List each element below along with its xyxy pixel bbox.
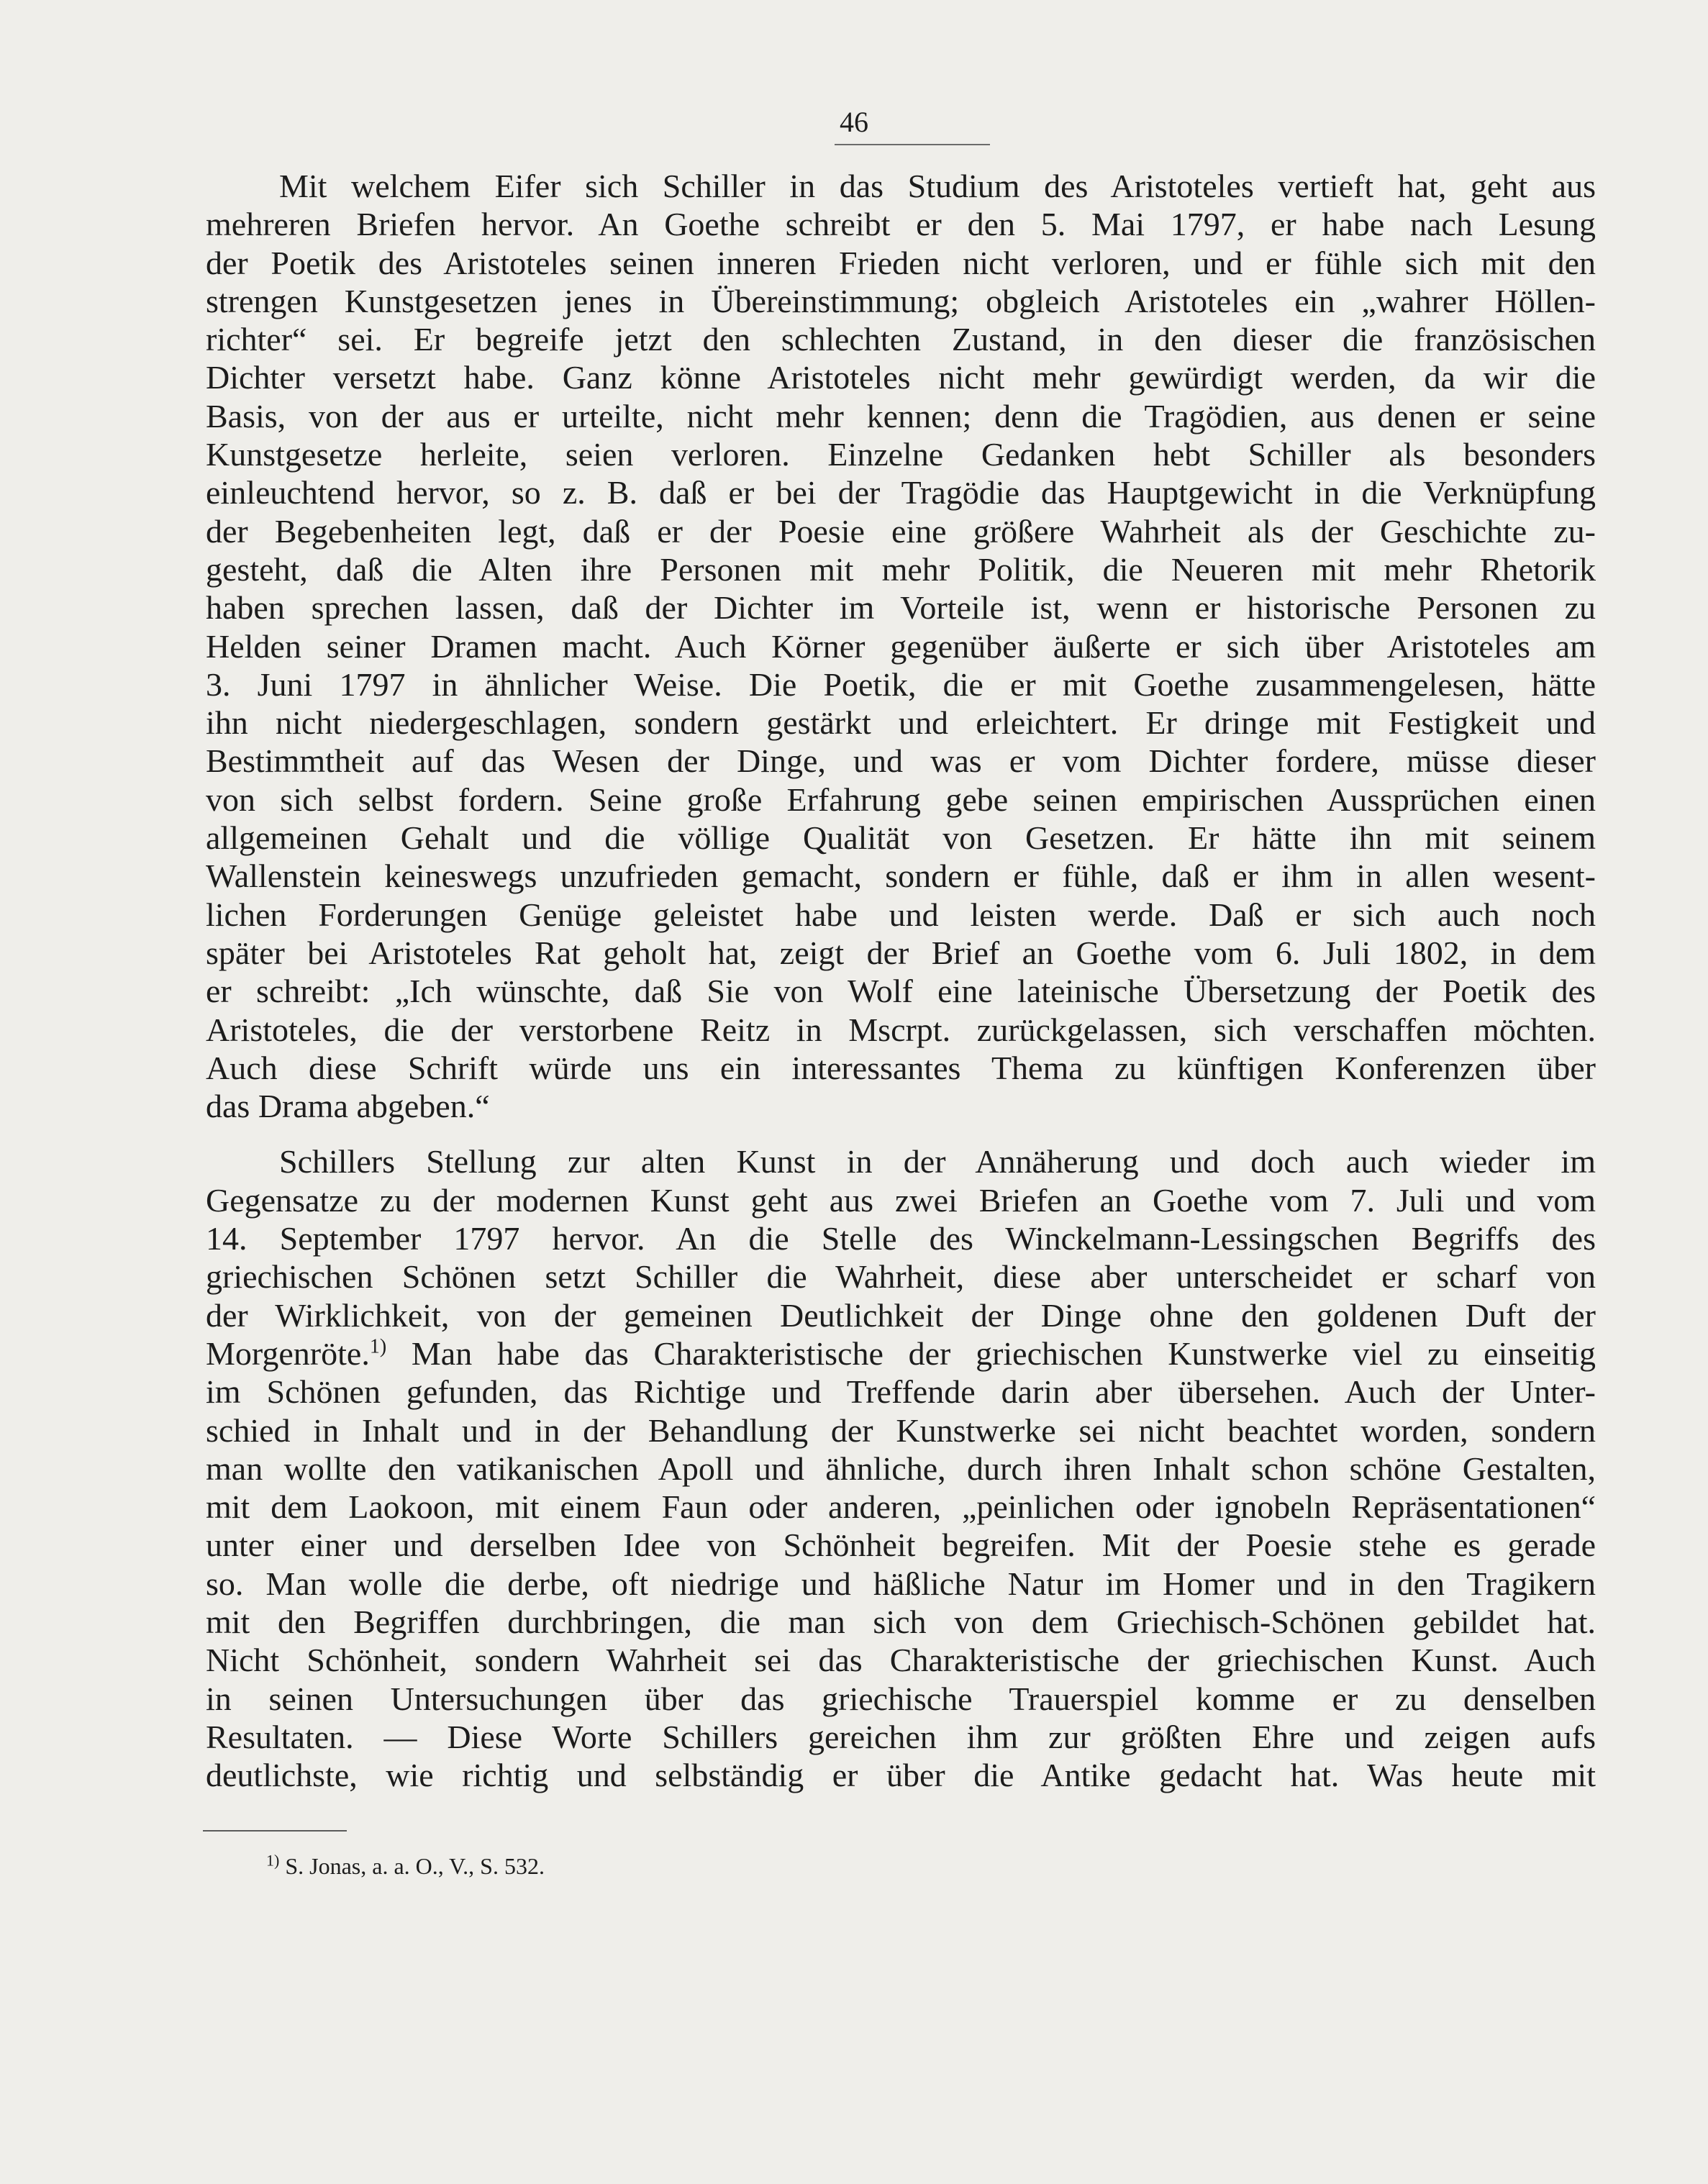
text-line: Schillers Stellung zur alten Kunst in der Annäherung und doch auch wieder im: [279, 1143, 1596, 1180]
text-line: Basis, von der aus er urteilte, nicht mehr kennen; denn die Tragödien, aus denen er seine: [206, 397, 1596, 434]
paragraph-1: [206, 167, 1596, 1125]
text-line: Aristoteles, die der verstorbene Reitz in Mscrpt. zurückgelassen, sich verschaffen möchten.: [206, 1011, 1596, 1048]
text-line: Gegensatze zu der modernen Kunst geht aus zwei Briefen an Goethe vom 7. Juli und vom: [206, 1181, 1596, 1219]
text-line: 14. September 1797 hervor. An die Stelle des Winckelmann-Lessingschen Begriffs des: [206, 1220, 1596, 1257]
text-line: mit dem Laokoon, mit einem Faun oder anderen, „peinlichen oder ignobeln Repräsentationen“: [206, 1488, 1596, 1526]
text-line-with-footnote-ref: [206, 1334, 1596, 1373]
text-line: der Begebenheiten legt, daß er der Poesie eine größere Wahrheit als der Geschichte zu-: [206, 512, 1596, 550]
text-line: 3. Juni 1797 in ähnlicher Weise. Die Poetik, die er mit Goethe zusammengelesen, hätte: [206, 665, 1596, 703]
text-line: der Poetik des Aristoteles seinen inneren Frieden nicht verloren, und er fühle sich mit den: [206, 244, 1596, 281]
text-line: schied in Inhalt und in der Behandlung der Kunstwerke sei nicht beachtet worden, sondern: [206, 1411, 1596, 1449]
text-line: Auch diese Schrift würde uns ein interessantes Thema zu künftigen Konferenzen über: [206, 1049, 1596, 1086]
text-line: griechischen Schönen setzt Schiller die Wahrheit, diese aber unterscheidet er scharf von: [206, 1258, 1596, 1296]
page-number-rule: [835, 144, 990, 145]
text-line: er schreibt: „Ich wünschte, daß Sie von Wolf eine lateinische Übersetzung der Poetik des: [206, 973, 1596, 1010]
text-line: im Schönen gefunden, das Richtige und Treffende darin aber übersehen. Auch der Unter-: [206, 1373, 1596, 1411]
text-line: allgemeinen Gehalt und die völlige Qualität von Gesetzen. Er hätte ihn mit seinem: [206, 819, 1596, 857]
paragraph-2: [206, 1142, 1596, 1794]
text-line: mehreren Briefen hervor. An Goethe schreibt er den 5. Mai 1797, er habe nach Lesung: [206, 206, 1596, 243]
text-line: das Drama abgeben.“: [206, 1088, 490, 1125]
text-line: der Wirklichkeit, von der gemeinen Deutlichkeit der Dinge ohne den goldenen Duft der: [206, 1296, 1596, 1334]
text-line: richter“ sei. Er begreife jetzt den schlechten Zustand, in den dieser die französischen: [206, 321, 1596, 358]
text-line: gesteht, daß die Alten ihre Personen mit mehr Politik, die Neueren mit mehr Rhetorik: [206, 550, 1596, 588]
page-number: 46: [840, 106, 868, 138]
text-line: lichen Forderungen Genüge geleistet habe und leisten werde. Daß er sich auch noch: [206, 896, 1596, 933]
text-line: deutlichste, wie richtig und selbständig er über die Antike gedacht hat. Was heute mit: [206, 1757, 1596, 1794]
text-line: so. Man wolle die derbe, oft niedrige und häßliche Natur im Homer und in den Tragikern: [206, 1565, 1596, 1602]
text-line: Wallenstein keineswegs unzufrieden gemacht, sondern er fühle, daß er ihm in allen wesent-: [206, 857, 1596, 895]
text-line: Helden seiner Dramen macht. Auch Körner gegenüber äußerte er sich über Aristoteles am: [206, 627, 1596, 665]
text-line: von sich selbst fordern. Seine große Erfahrung gebe seinen empirischen Aussprüchen einen: [206, 781, 1596, 818]
text-line: Resultaten. — Diese Worte Schillers gereichen ihm zur größten Ehre und zeigen aufs: [206, 1718, 1596, 1755]
text-line: unter einer und derselben Idee von Schönheit begreifen. Mit der Poesie stehe es gerade: [206, 1526, 1596, 1564]
text-line: später bei Aristoteles Rat geholt hat, zeigt der Brief an Goethe vom 6. Juli 1802, in dem: [206, 934, 1596, 971]
text-line: einleuchtend hervor, so z. B. daß er bei der Tragödie das Hauptgewicht in die Verknüpfung: [206, 474, 1596, 511]
footnote-rule: [203, 1830, 347, 1832]
text-line: ihn nicht niedergeschlagen, sondern gestärkt und erleichtert. Er dringe mit Festigkeit und: [206, 704, 1596, 742]
text-line: Kunstgesetze herleite, seien verloren. Einzelne Gedanken hebt Schiller als besonders: [206, 436, 1596, 473]
text-line: Nicht Schönheit, sondern Wahrheit sei das Charakteristische der griechischen Kunst. Auch: [206, 1642, 1596, 1679]
text-line: Dichter versetzt habe. Ganz könne Aristoteles nicht mehr gewürdigt werden, da wir die: [206, 359, 1596, 396]
text-line: Bestimmtheit auf das Wesen der Dinge, und was er vom Dichter fordere, müsse dieser: [206, 742, 1596, 780]
footnote: [266, 1852, 545, 1880]
footnote-mark: 1): [266, 1851, 280, 1870]
line-continuation: Man habe das Charakteristische der griechischen Kunstwerke viel zu einseitig: [386, 1334, 1596, 1372]
text-line: in seinen Untersuchungen über das griechische Trauerspiel komme er zu denselben: [206, 1680, 1596, 1717]
morgenroete-word: Morgenröte.: [206, 1334, 370, 1372]
paragraph-gap: [206, 1125, 1596, 1142]
body-text: [206, 167, 1596, 1794]
text-line: haben sprechen lassen, daß der Dichter im Vorteile ist, wenn er historische Personen zu: [206, 589, 1596, 627]
footnote-text: S. Jonas, a. a. O., V., S. 532.: [279, 1853, 545, 1879]
text-line: mit den Begriffen durchbringen, die man sich von dem Griechisch-Schönen gebildet hat.: [206, 1603, 1596, 1640]
text-line: Mit welchem Eifer sich Schiller in das Studium des Aristoteles vertieft hat, geht aus: [279, 168, 1596, 204]
text-line: strengen Kunstgesetzen jenes in Übereinstimmung; obgleich Aristoteles ein „wahrer Höllen-: [206, 282, 1596, 319]
footnote-reference[interactable]: 1): [369, 1335, 387, 1358]
text-line: man wollte den vatikanischen Apoll und ähnliche, durch ihren Inhalt schon schöne Gestalten,: [206, 1450, 1596, 1487]
